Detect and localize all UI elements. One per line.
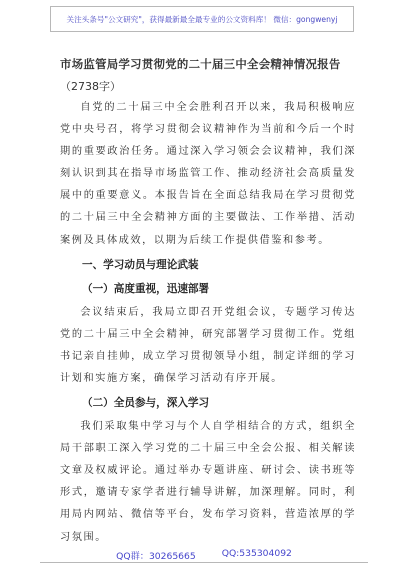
promo-banner-text: 关注头条号"公文研究"，获得最新最全最专业的公文资料库！ 微信：gongwenyj bbox=[66, 14, 338, 24]
subsection-paragraph-1: 会议结束后，我局立即召开党组会议，专题学习传达党的二十届三中全会精神，研究部署学习贯彻工作。党组书记亲自挂帅，成立学习贯彻领导小组，制定详细的学习计划和实施方案，确保学习活动有序开展。 bbox=[60, 306, 356, 384]
qq-text: QQ:535304092 bbox=[221, 548, 292, 559]
subsection-heading-1: （一）高度重视，迅速部署 bbox=[82, 282, 210, 295]
section-heading-1: 一、学习动员与理论武装 bbox=[82, 258, 199, 271]
promo-banner bbox=[50, 6, 354, 32]
intro-paragraph: 自党的二十届三中全会胜利召开以来，我局积极响应党中央号召，将学习贯彻会议精神作为当前和今后一个时期的重要政治任务。通过深入学习领会会议精神，我们深刻认识到其在指导市场监管工作、推动经济社会高质量发展中的重要意义。本报告旨在全面总结我局在学习贯彻党的二十届三中全会精神方面的主要做法、工作举措、活动案例及具体成效，以期为后续工作提供借鉴和参考。 bbox=[60, 102, 356, 246]
subsection-heading-2: （二）全员参与，深入学习 bbox=[82, 397, 210, 410]
subsection-paragraph-2: 我们采取集中学习与个人自学相结合的方式，组织全局干部职工深入学习党的二十届三中全会公报、相关解读文章及权威评论。通过举办专题讲座、研讨会、读书班等形式，邀请专家学者进行辅导讲解，加深理解。同时，利用局内网站、微信等平台，发布学习资料，营造浓厚的学习氛围。 bbox=[60, 421, 356, 543]
document-title: 市场监管局学习贯彻党的二十届三中全会精神情况报告 bbox=[60, 57, 341, 71]
qq-group-text: QQ群：30265665 bbox=[116, 551, 196, 562]
contact-footer bbox=[0, 548, 408, 562]
footer-divider bbox=[40, 562, 368, 563]
word-count: （2738字） bbox=[60, 80, 121, 93]
document-body bbox=[60, 56, 356, 549]
